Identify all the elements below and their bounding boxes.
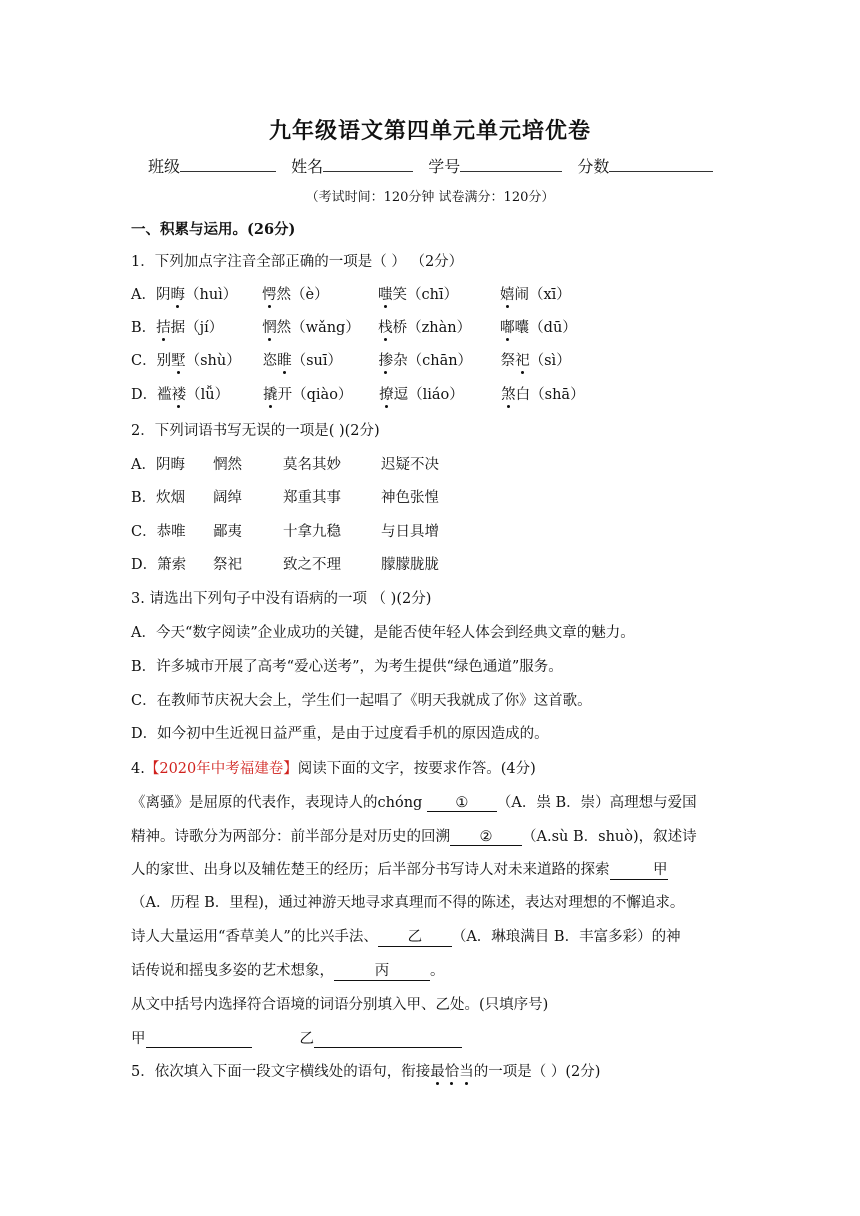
score-label: 分数	[577, 157, 610, 176]
class-label: 班级	[148, 157, 181, 176]
question-3-option-d: D．如今初中生近视日益严重，是由于过度看手机的原因造成的。	[131, 726, 549, 742]
question-2-option-c: C．恭唯 鄙夷 十拿九稳 与日具增	[131, 524, 439, 540]
question-2-option-d: D．箫索 祭祀 致之不理 朦朦胧胧	[131, 557, 439, 573]
question-1-option-c: C．别墅（shù） 恣睢（suī） 掺杂（chān） 祭祀（sì）	[131, 353, 571, 369]
blank-jia[interactable]: 甲	[610, 858, 668, 880]
question-4-answer-row: 甲 乙	[131, 1027, 462, 1048]
question-4-paragraph-line: 话传说和摇曳多姿的艺术想象， 丙 。	[131, 959, 445, 981]
answer-yi-field[interactable]	[314, 1031, 462, 1048]
blank-1[interactable]: ①	[427, 795, 497, 812]
number-label: 学号	[428, 157, 461, 176]
blank-yi[interactable]: 乙	[378, 925, 452, 947]
question-3-option-a: A．今天“数字阅读”企业成功的关键，是能否使年轻人体会到经典文章的魅力。	[131, 625, 635, 641]
question-4-paragraph-line: 精神。诗歌分为两部分：前半部分是对历史的回溯 ② （A.sù B．shuò)，叙述诗	[131, 829, 697, 845]
question-2-stem: 2．下列词语书写无误的一项是( )(2分)	[131, 423, 380, 439]
question-3-stem: 3. 请选出下列句子中没有语病的一项 （ )(2分)	[131, 591, 432, 607]
question-1-option-a: A．阴晦（huì） 愕然（è） 嗤笑（chī） 嬉闹（xī）	[131, 287, 571, 303]
question-2-option-a: A．阴晦 惘然 莫名其妙 迟疑不决	[131, 457, 439, 473]
question-3-option-b: B．许多城市开展了高考“爱心送考”，为考生提供“绿色通道”服务。	[131, 659, 563, 675]
score-field[interactable]	[609, 157, 713, 172]
number-field[interactable]	[460, 157, 562, 172]
question-4-paragraph-line: （A．历程 B．里程)，通过神游天地寻求真理而不得的陈述，表达对理想的不懈追求。	[131, 895, 685, 911]
question-4-stem: 4.【2020年中考福建卷】阅读下面的文字，按要求作答。(4分)	[131, 761, 536, 777]
blank-bing[interactable]: 丙	[334, 959, 430, 981]
class-field[interactable]	[180, 157, 276, 172]
question-5-stem: 5．依次填入下面一段文字横线处的语句，衔接最恰当的一项是（ ）(2分)	[131, 1064, 601, 1080]
page-title: 九年级语文第四单元单元培优卷	[268, 118, 591, 144]
question-4-paragraph-line: 诗人大量运用“香草美人”的比兴手法、 乙 （A．琳琅满目 B．丰富多彩）的神	[131, 925, 681, 947]
question-4-instruction: 从文中括号内选择符合语境的词语分别填入甲、乙处。(只填序号)	[131, 997, 549, 1013]
name-field[interactable]	[323, 157, 413, 172]
question-4-paragraph-line: 人的家世、出身以及辅佐楚王的经历；后半部分书写诗人对未来道路的探索 甲	[131, 858, 668, 880]
question-1-stem: 1．下列加点字注音全部正确的一项是（ ） （2分）	[131, 254, 464, 270]
exam-note: （考试时间：120分钟 试卷满分：120分）	[305, 190, 555, 205]
question-2-option-b: B．炊烟 阔绰 郑重其事 神色张惶	[131, 490, 439, 506]
question-1-option-d: D．褴褛（lǚ） 撬开（qiào） 撩逗（liáo） 煞白（shā）	[131, 387, 585, 403]
blank-2[interactable]: ②	[450, 829, 522, 846]
question-source-tag: 【2020年中考福建卷】	[144, 761, 298, 777]
name-label: 姓名	[291, 157, 324, 176]
student-info-row	[148, 154, 723, 177]
question-3-option-c: C．在教师节庆祝大会上，学生们一起唱了《明天我就成了你》这首歌。	[131, 693, 592, 709]
question-4-paragraph-line: 《离骚》是屈原的代表作，表现诗人的chóng ① （A．祟 B．崇）高理想与爱国	[131, 795, 697, 811]
section-heading: 一、积累与运用。(26分)	[131, 221, 296, 238]
question-1-option-b: B．拮据（jí） 惘然（wǎng） 栈桥（zhàn） 嘟囔（dū）	[131, 320, 577, 336]
answer-jia-field[interactable]	[146, 1031, 252, 1048]
